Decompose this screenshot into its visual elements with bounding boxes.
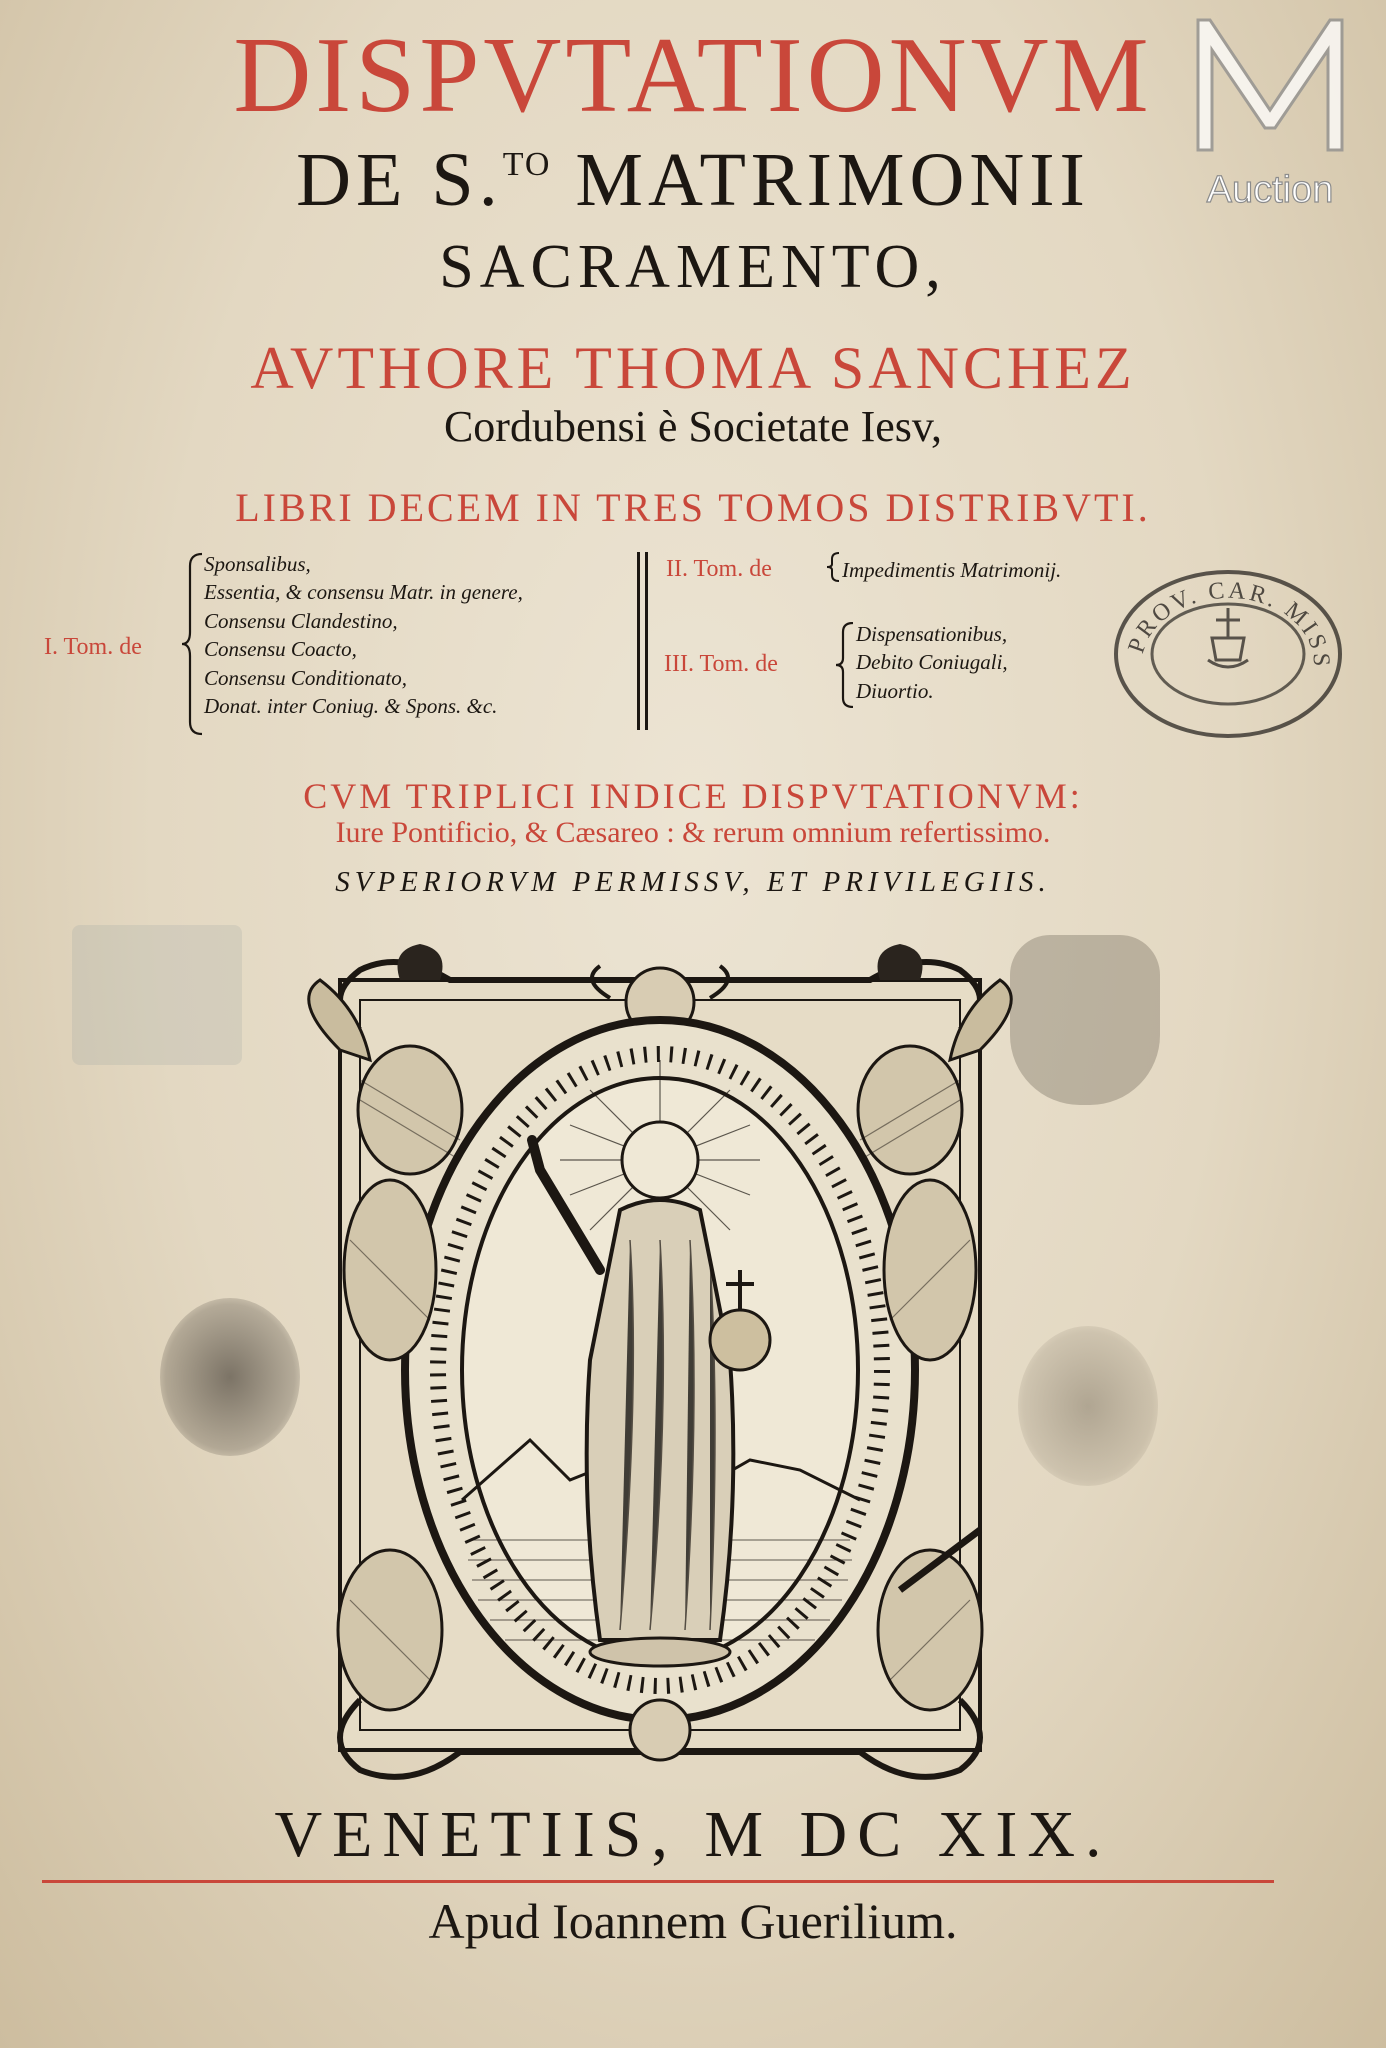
tom1-item: Donat. inter Coniug. & Spons. &c.	[204, 694, 498, 719]
stamp-text: PROV. CAR. MISS	[1123, 577, 1335, 670]
title-line-3: SACRAMENTO,	[439, 233, 947, 301]
tom2-list	[842, 556, 1061, 584]
imprint-rule	[42, 1880, 1274, 1883]
bleed-through-mark	[1010, 935, 1160, 1105]
tom1-brace-icon	[182, 552, 204, 736]
title-line-2	[0, 138, 1386, 222]
title-line-2-post: MATRIMONII	[551, 138, 1090, 222]
tom2-brace-icon	[826, 552, 840, 582]
imprint-printer: Apud Ioannem Guerilium.	[428, 1893, 958, 1949]
tom3-item: Diuortio.	[856, 678, 934, 703]
title-line-1: DISPVTATIONVM	[233, 16, 1153, 135]
watermark-word: Auction	[1206, 169, 1334, 210]
tom2-label: II. Tom. de	[666, 556, 772, 582]
column-separator	[637, 552, 640, 730]
column-separator	[645, 552, 648, 730]
author-affiliation: Cordubensi è Societate Iesv,	[443, 402, 943, 451]
tom1-item: Essentia, & consensu Matr. in genere,	[204, 580, 523, 605]
imprint-place-date: VENETIIS, M DC XIX.	[274, 1798, 1112, 1871]
author-name: AVTHORE THOMA SANCHEZ	[250, 335, 1136, 401]
libri-heading: LIBRI DECEM IN TRES TOMOS DISTRIBVTI.	[235, 485, 1151, 530]
tom1-item: Consensu Coacto,	[204, 637, 357, 662]
round-seal-right	[1018, 1326, 1158, 1486]
index-heading: CVM TRIPLICI INDICE DISPVTATIONVM:	[303, 776, 1083, 816]
tom3-label: III. Tom. de	[664, 651, 778, 677]
tom3-list	[856, 620, 1008, 705]
bleed-through-mark	[72, 925, 242, 1065]
title-line-2-sup: TO	[502, 146, 552, 183]
ownership-stamp	[1112, 568, 1344, 740]
tom2-item: Impedimentis Matrimonij.	[842, 558, 1062, 582]
tom1-list	[204, 550, 523, 720]
tom1-item: Consensu Clandestino,	[204, 608, 398, 633]
woodcut-printers-device	[300, 940, 1020, 1790]
tom1-item: Sponsalibus,	[204, 552, 311, 576]
title-line-2-pre: DE S.	[296, 138, 503, 222]
index-subheading: Iure Pontificio, & Cæsareo : & rerum omnium refertissimo.	[335, 816, 1051, 849]
permission-line: SVPERIORVM PERMISSV, ET PRIVILEGIIS.	[335, 866, 1051, 898]
tom3-item: Debito Coniugali,	[856, 650, 1008, 675]
tom3-brace-icon	[836, 622, 854, 708]
round-seal-left	[160, 1298, 300, 1456]
tom1-item: Consensu Conditionato,	[204, 665, 408, 690]
tom3-item: Dispensationibus,	[856, 622, 1008, 646]
tom1-label: I. Tom. de	[44, 634, 142, 660]
